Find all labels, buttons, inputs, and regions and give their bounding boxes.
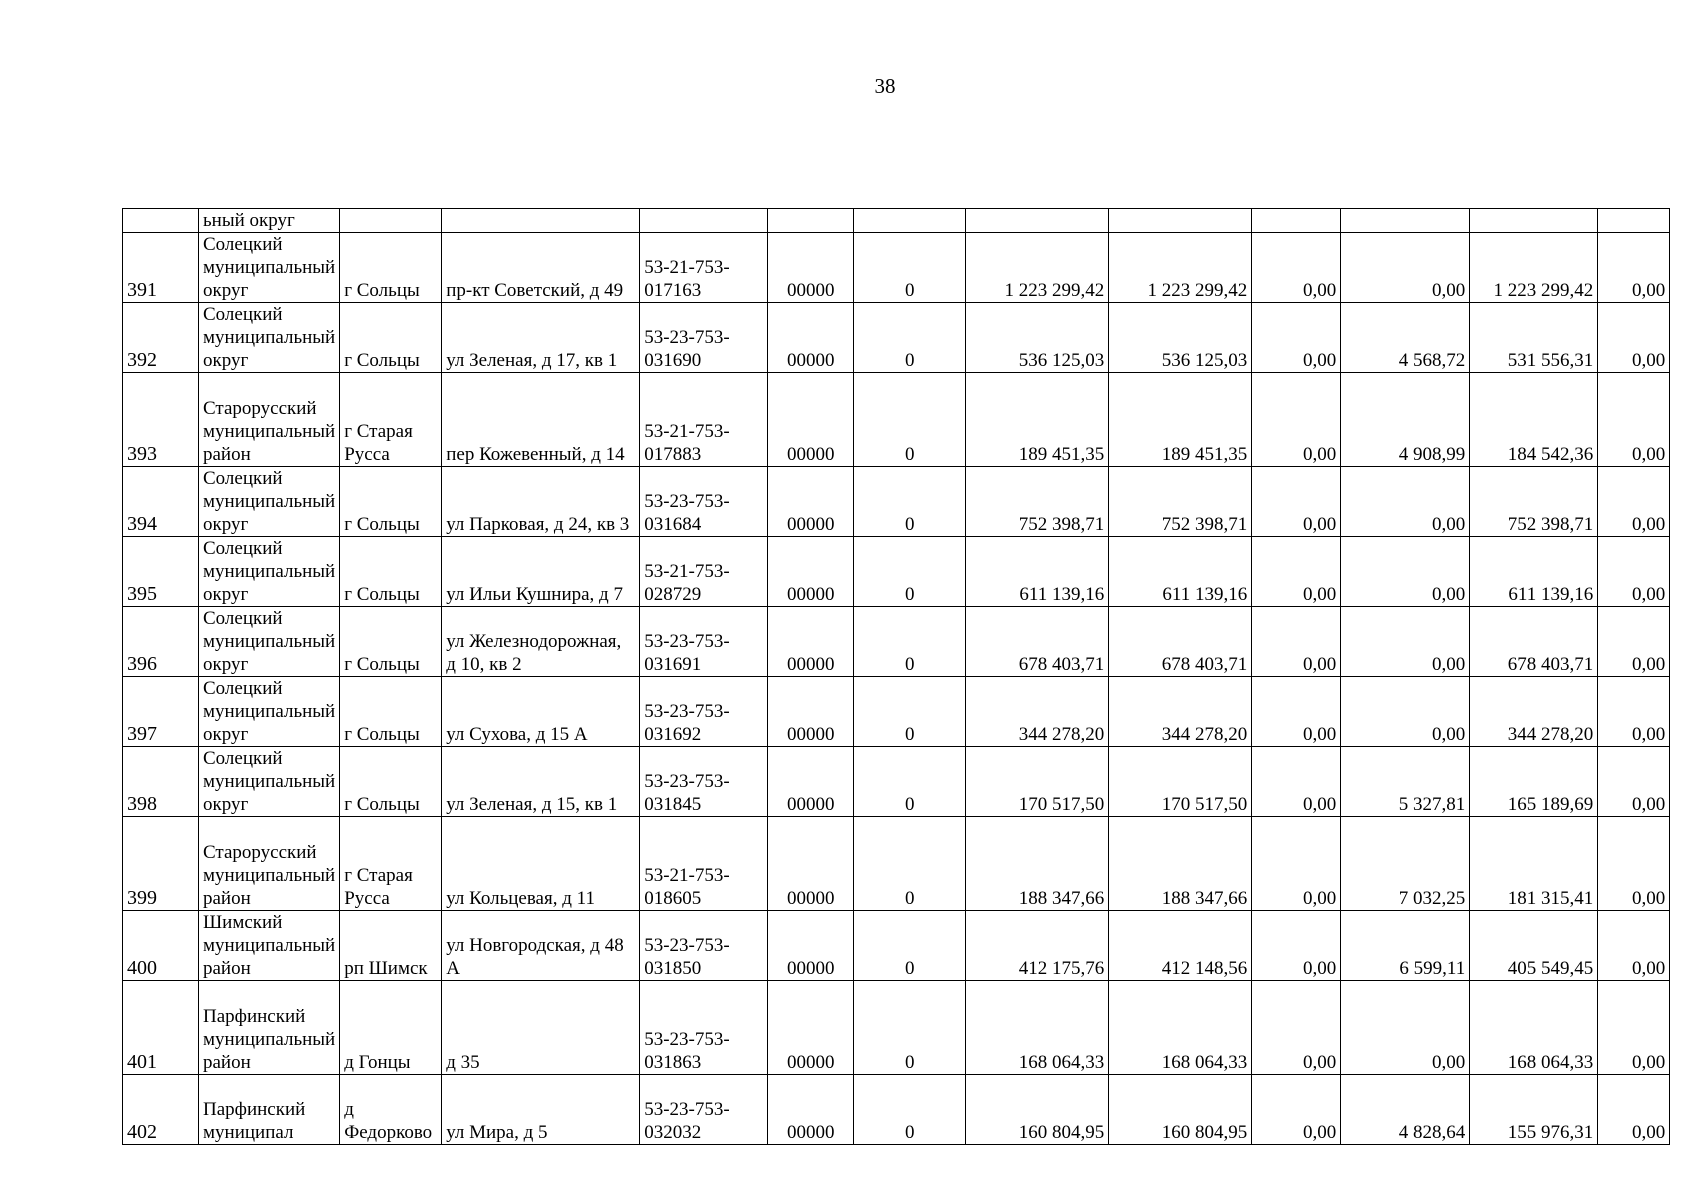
cell-code: 53-23-753-032032 bbox=[640, 1075, 768, 1145]
cell-locality: г Старая Русса bbox=[340, 373, 442, 467]
cell-amount-5: 611 139,16 bbox=[1470, 537, 1598, 607]
cell-street: ул Железнодорожная, д 10, кв 2 bbox=[442, 607, 640, 677]
table-row bbox=[123, 537, 1670, 607]
cell-amount-6: 0,00 bbox=[1598, 981, 1670, 1075]
cell-amount-5: 168 064,33 bbox=[1470, 981, 1598, 1075]
cell-amount-2 bbox=[1109, 209, 1252, 233]
cell-zero: 0 bbox=[854, 747, 966, 817]
cell-amount-2: 611 139,16 bbox=[1109, 537, 1252, 607]
cell-fund: 00000 bbox=[768, 981, 854, 1075]
cell-amount-1: 160 804,95 bbox=[966, 1075, 1109, 1145]
cell-num: 402 bbox=[123, 1075, 199, 1145]
cell-locality: г Сольцы bbox=[340, 233, 442, 303]
cell-code: 53-21-753-017163 bbox=[640, 233, 768, 303]
cell-amount-3: 0,00 bbox=[1252, 981, 1341, 1075]
cell-amount-6: 0,00 bbox=[1598, 817, 1670, 911]
cell-amount-4: 7 032,25 bbox=[1341, 817, 1470, 911]
cell-code: 53-23-753-031692 bbox=[640, 677, 768, 747]
cell-amount-5: 678 403,71 bbox=[1470, 607, 1598, 677]
cell-amount-5: 181 315,41 bbox=[1470, 817, 1598, 911]
cell-amount-3: 0,00 bbox=[1252, 1075, 1341, 1145]
cell-amount-3: 0,00 bbox=[1252, 747, 1341, 817]
cell-locality: г Сольцы bbox=[340, 537, 442, 607]
cell-street: ул Парковая, д 24, кв 3 bbox=[442, 467, 640, 537]
cell-amount-5: 405 549,45 bbox=[1470, 911, 1598, 981]
table-row bbox=[123, 467, 1670, 537]
cell-code: 53-23-753-031845 bbox=[640, 747, 768, 817]
cell-amount-3: 0,00 bbox=[1252, 911, 1341, 981]
cell-amount-1: 752 398,71 bbox=[966, 467, 1109, 537]
cell-amount-6: 0,00 bbox=[1598, 677, 1670, 747]
cell-fund: 00000 bbox=[768, 373, 854, 467]
cell-locality: д Федорково bbox=[340, 1075, 442, 1145]
cell-district: Солецкий муниципальный округ bbox=[199, 467, 340, 537]
cell-locality: рп Шимск bbox=[340, 911, 442, 981]
cell-district: Шимский муниципальный район bbox=[199, 911, 340, 981]
cell-amount-4: 0,00 bbox=[1341, 677, 1470, 747]
cell-amount-2: 752 398,71 bbox=[1109, 467, 1252, 537]
cell-amount-3: 0,00 bbox=[1252, 537, 1341, 607]
cell-amount-6: 0,00 bbox=[1598, 233, 1670, 303]
cell-zero bbox=[854, 209, 966, 233]
cell-fund: 00000 bbox=[768, 607, 854, 677]
cell-amount-3: 0,00 bbox=[1252, 677, 1341, 747]
cell-amount-1: 611 139,16 bbox=[966, 537, 1109, 607]
cell-num: 394 bbox=[123, 467, 199, 537]
cell-amount-3: 0,00 bbox=[1252, 303, 1341, 373]
cell-num: 398 bbox=[123, 747, 199, 817]
table-row bbox=[123, 981, 1670, 1075]
cell-amount-6: 0,00 bbox=[1598, 467, 1670, 537]
cell-amount-1: 189 451,35 bbox=[966, 373, 1109, 467]
cell-amount-1: 536 125,03 bbox=[966, 303, 1109, 373]
cell-code: 53-23-753-031691 bbox=[640, 607, 768, 677]
cell-amount-2: 189 451,35 bbox=[1109, 373, 1252, 467]
cell-street: ул Зеленая, д 15, кв 1 bbox=[442, 747, 640, 817]
cell-code: 53-23-753-031850 bbox=[640, 911, 768, 981]
cell-district: Солецкий муниципальный округ bbox=[199, 747, 340, 817]
cell-amount-2: 160 804,95 bbox=[1109, 1075, 1252, 1145]
cell-num: 393 bbox=[123, 373, 199, 467]
cell-locality: г Сольцы bbox=[340, 607, 442, 677]
page-number: 38 bbox=[874, 74, 896, 98]
cell-amount-5: 752 398,71 bbox=[1470, 467, 1598, 537]
cell-locality: г Старая Русса bbox=[340, 817, 442, 911]
cell-district: Солецкий муниципальный округ bbox=[199, 677, 340, 747]
cell-amount-1: 678 403,71 bbox=[966, 607, 1109, 677]
cell-amount-2: 344 278,20 bbox=[1109, 677, 1252, 747]
cell-street: ул Новгородская, д 48 А bbox=[442, 911, 640, 981]
table-row bbox=[123, 1075, 1670, 1145]
cell-amount-2: 536 125,03 bbox=[1109, 303, 1252, 373]
cell-num: 400 bbox=[123, 911, 199, 981]
cell-amount-5: 184 542,36 bbox=[1470, 373, 1598, 467]
cell-amount-5: 1 223 299,42 bbox=[1470, 233, 1598, 303]
cell-amount-5: 344 278,20 bbox=[1470, 677, 1598, 747]
cell-amount-2: 412 148,56 bbox=[1109, 911, 1252, 981]
cell-locality: г Сольцы bbox=[340, 303, 442, 373]
cell-amount-4: 5 327,81 bbox=[1341, 747, 1470, 817]
cell-amount-2: 170 517,50 bbox=[1109, 747, 1252, 817]
cell-amount-4: 0,00 bbox=[1341, 607, 1470, 677]
cell-district: Солецкий муниципальный округ bbox=[199, 537, 340, 607]
cell-fund: 00000 bbox=[768, 817, 854, 911]
cell-fund: 00000 bbox=[768, 233, 854, 303]
cell-locality bbox=[340, 209, 442, 233]
cell-amount-1: 1 223 299,42 bbox=[966, 233, 1109, 303]
cell-num: 392 bbox=[123, 303, 199, 373]
cell-amount-4: 0,00 bbox=[1341, 233, 1470, 303]
cell-amount-2: 188 347,66 bbox=[1109, 817, 1252, 911]
cell-amount-3: 0,00 bbox=[1252, 373, 1341, 467]
cell-amount-5: 165 189,69 bbox=[1470, 747, 1598, 817]
cell-district: Парфинский муниципальный район bbox=[199, 981, 340, 1075]
cell-zero: 0 bbox=[854, 817, 966, 911]
cell-amount-1: 168 064,33 bbox=[966, 981, 1109, 1075]
cell-amount-6: 0,00 bbox=[1598, 747, 1670, 817]
cell-amount-4: 4 568,72 bbox=[1341, 303, 1470, 373]
cell-zero: 0 bbox=[854, 677, 966, 747]
cell-zero: 0 bbox=[854, 537, 966, 607]
cell-num: 391 bbox=[123, 233, 199, 303]
cell-code bbox=[640, 209, 768, 233]
cell-amount-3: 0,00 bbox=[1252, 467, 1341, 537]
table-row bbox=[123, 911, 1670, 981]
cell-street: ул Зеленая, д 17, кв 1 bbox=[442, 303, 640, 373]
cell-zero: 0 bbox=[854, 911, 966, 981]
cell-fund: 00000 bbox=[768, 911, 854, 981]
registry-table bbox=[122, 208, 1670, 1145]
cell-code: 53-23-753-031863 bbox=[640, 981, 768, 1075]
cell-num: 395 bbox=[123, 537, 199, 607]
cell-amount-1: 344 278,20 bbox=[966, 677, 1109, 747]
cell-fund: 00000 bbox=[768, 677, 854, 747]
cell-fund: 00000 bbox=[768, 537, 854, 607]
cell-amount-6: 0,00 bbox=[1598, 537, 1670, 607]
cell-code: 53-21-753-028729 bbox=[640, 537, 768, 607]
cell-street: ул Кольцевая, д 11 bbox=[442, 817, 640, 911]
cell-amount-1: 412 175,76 bbox=[966, 911, 1109, 981]
cell-amount-1: 188 347,66 bbox=[966, 817, 1109, 911]
cell-amount-2: 1 223 299,42 bbox=[1109, 233, 1252, 303]
cell-amount-4: 4 828,64 bbox=[1341, 1075, 1470, 1145]
carryover-row bbox=[123, 209, 1670, 233]
cell-amount-6: 0,00 bbox=[1598, 607, 1670, 677]
cell-amount-5: 155 976,31 bbox=[1470, 1075, 1598, 1145]
cell-code: 53-21-753-018605 bbox=[640, 817, 768, 911]
cell-fund: 00000 bbox=[768, 467, 854, 537]
table-row bbox=[123, 233, 1670, 303]
table-row bbox=[123, 373, 1670, 467]
cell-fund bbox=[768, 209, 854, 233]
cell-zero: 0 bbox=[854, 373, 966, 467]
cell-zero: 0 bbox=[854, 303, 966, 373]
cell-district: Старорусский муниципальный район bbox=[199, 817, 340, 911]
cell-locality: г Сольцы bbox=[340, 467, 442, 537]
cell-district: Старорусский муниципальный район bbox=[199, 373, 340, 467]
cell-street: пр-кт Советский, д 49 bbox=[442, 233, 640, 303]
cell-fund: 00000 bbox=[768, 303, 854, 373]
cell-zero: 0 bbox=[854, 1075, 966, 1145]
table-row bbox=[123, 607, 1670, 677]
cell-locality: г Сольцы bbox=[340, 747, 442, 817]
cell-amount-4 bbox=[1341, 209, 1470, 233]
cell-district: Солецкий муниципальный округ bbox=[199, 607, 340, 677]
cell-fund: 00000 bbox=[768, 747, 854, 817]
table-row bbox=[123, 747, 1670, 817]
table-row bbox=[123, 817, 1670, 911]
cell-locality: д Гонцы bbox=[340, 981, 442, 1075]
cell-street: д 35 bbox=[442, 981, 640, 1075]
cell-amount-4: 0,00 bbox=[1341, 537, 1470, 607]
cell-amount-4: 4 908,99 bbox=[1341, 373, 1470, 467]
cell-amount-5: 531 556,31 bbox=[1470, 303, 1598, 373]
cell-fund: 00000 bbox=[768, 1075, 854, 1145]
cell-code: 53-21-753-017883 bbox=[640, 373, 768, 467]
cell-num: 399 bbox=[123, 817, 199, 911]
cell-district: Солецкий муниципальный округ bbox=[199, 233, 340, 303]
cell-amount-4: 6 599,11 bbox=[1341, 911, 1470, 981]
cell-zero: 0 bbox=[854, 467, 966, 537]
cell-amount-1: 170 517,50 bbox=[966, 747, 1109, 817]
cell-amount-2: 168 064,33 bbox=[1109, 981, 1252, 1075]
cell-code: 53-23-753-031690 bbox=[640, 303, 768, 373]
cell-amount-3: 0,00 bbox=[1252, 233, 1341, 303]
cell-amount-6: 0,00 bbox=[1598, 303, 1670, 373]
cell-zero: 0 bbox=[854, 233, 966, 303]
cell-street: ул Ильи Кушнира, д 7 bbox=[442, 537, 640, 607]
cell-num bbox=[123, 209, 199, 233]
cell-amount-4: 0,00 bbox=[1341, 981, 1470, 1075]
cell-amount-3: 0,00 bbox=[1252, 607, 1341, 677]
cell-district: Солецкий муниципальный округ bbox=[199, 303, 340, 373]
cell-amount-6: 0,00 bbox=[1598, 911, 1670, 981]
cell-amount-3: 0,00 bbox=[1252, 817, 1341, 911]
table-body bbox=[123, 209, 1670, 1145]
cell-locality: г Сольцы bbox=[340, 677, 442, 747]
cell-zero: 0 bbox=[854, 607, 966, 677]
cell-district: ьный округ bbox=[199, 209, 340, 233]
cell-amount-1 bbox=[966, 209, 1109, 233]
cell-zero: 0 bbox=[854, 981, 966, 1075]
cell-amount-2: 678 403,71 bbox=[1109, 607, 1252, 677]
cell-code: 53-23-753-031684 bbox=[640, 467, 768, 537]
cell-num: 401 bbox=[123, 981, 199, 1075]
cell-amount-4: 0,00 bbox=[1341, 467, 1470, 537]
cell-amount-5 bbox=[1470, 209, 1598, 233]
cell-amount-6: 0,00 bbox=[1598, 1075, 1670, 1145]
cell-district: Парфинский муниципал bbox=[199, 1075, 340, 1145]
cell-num: 396 bbox=[123, 607, 199, 677]
cell-num: 397 bbox=[123, 677, 199, 747]
cell-amount-6: 0,00 bbox=[1598, 373, 1670, 467]
cell-street: ул Сухова, д 15 А bbox=[442, 677, 640, 747]
cell-amount-3 bbox=[1252, 209, 1341, 233]
cell-street bbox=[442, 209, 640, 233]
table-row bbox=[123, 303, 1670, 373]
cell-amount-6 bbox=[1598, 209, 1670, 233]
cell-street: пер Кожевенный, д 14 bbox=[442, 373, 640, 467]
cell-street: ул Мира, д 5 bbox=[442, 1075, 640, 1145]
table-row bbox=[123, 677, 1670, 747]
